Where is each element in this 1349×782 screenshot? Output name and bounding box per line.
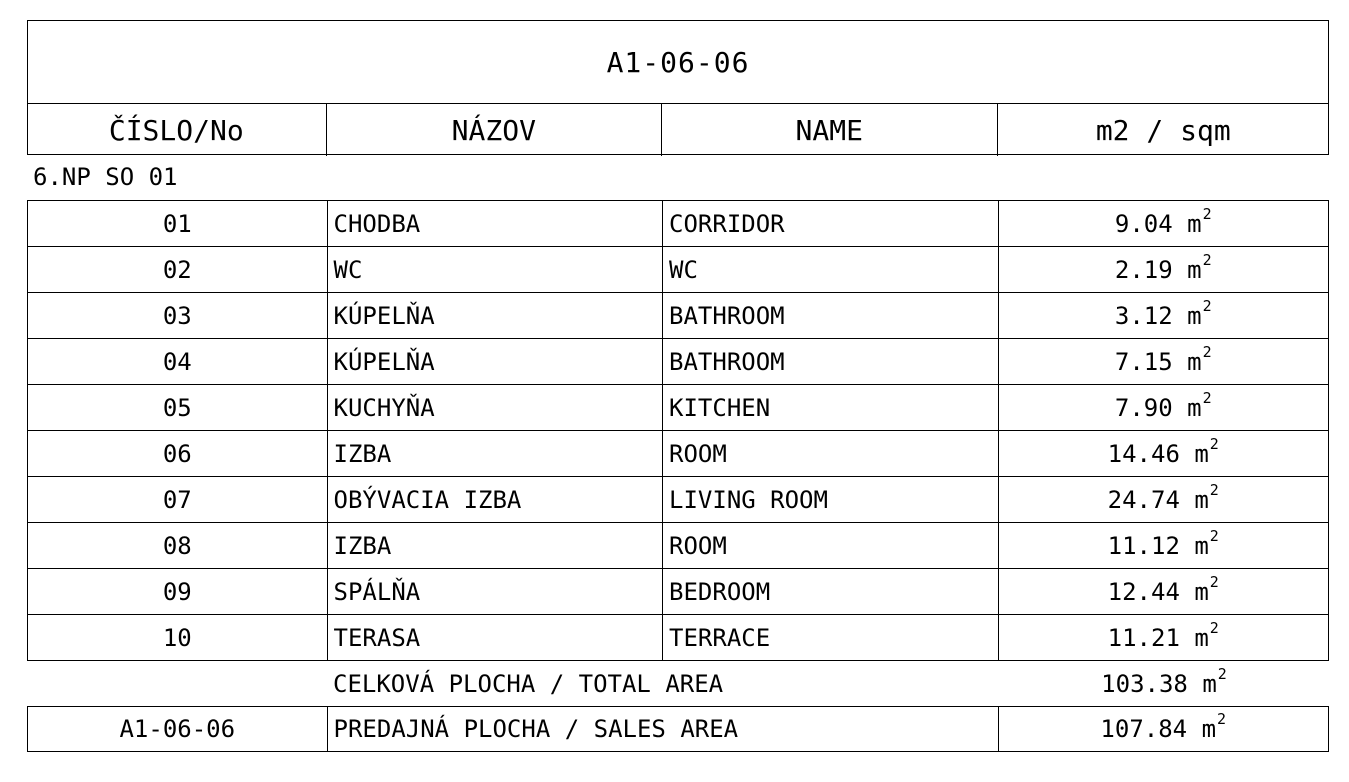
room-name-en: BEDROOM <box>663 569 998 614</box>
total-area-exp: 2 <box>1217 665 1227 683</box>
total-spacer <box>27 662 327 706</box>
room-name-sk: KÚPELŇA <box>328 293 663 338</box>
header-area: m2 / sqm <box>1095 113 1231 147</box>
room-number: 06 <box>28 431 328 476</box>
room-name-en: ROOM <box>663 523 998 568</box>
room-area-unit: m <box>1194 485 1209 514</box>
room-name-en: CORRIDOR <box>663 201 998 246</box>
section-label: 6.NP SO 01 <box>33 163 178 191</box>
room-area-exp: 2 <box>1202 388 1212 407</box>
room-area-value: 7.15 <box>1114 347 1173 376</box>
room-name-sk: IZBA <box>328 431 663 476</box>
room-area-exp: 2 <box>1209 526 1219 545</box>
room-area-unit: m <box>1194 623 1209 652</box>
room-area-exp: 2 <box>1209 480 1219 499</box>
room-area-unit: m <box>1194 531 1209 560</box>
room-name-sk: SPÁLŇA <box>328 569 663 614</box>
sales-row <box>27 706 1329 752</box>
room-number: 02 <box>28 247 328 292</box>
header-name-sk: NÁZOV <box>327 104 662 156</box>
room-area <box>999 615 1328 660</box>
room-name-sk: TERASA <box>328 615 663 660</box>
room-name-sk: IZBA <box>328 523 663 568</box>
room-area <box>999 385 1328 430</box>
room-area <box>999 201 1328 246</box>
room-name-en: ROOM <box>663 431 998 476</box>
sales-area-exp: 2 <box>1217 710 1227 728</box>
room-area <box>999 247 1328 292</box>
room-area-exp: 2 <box>1202 296 1212 315</box>
room-area-value: 24.74 <box>1107 485 1180 514</box>
sales-label: PREDAJNÁ PLOCHA / SALES AREA <box>328 707 999 751</box>
total-area-unit: m <box>1202 670 1217 698</box>
sales-area <box>999 707 1328 751</box>
room-area-exp: 2 <box>1202 250 1212 269</box>
header-number: ČÍSLO/No <box>27 104 327 156</box>
room-area-exp: 2 <box>1202 342 1212 361</box>
table-row <box>28 385 1328 431</box>
room-area-value: 7.90 <box>1114 393 1173 422</box>
room-area-unit: m <box>1187 393 1202 422</box>
total-area-value: 103.38 <box>1101 670 1188 698</box>
room-area <box>999 523 1328 568</box>
table-row <box>28 569 1328 615</box>
room-area-value: 12.44 <box>1107 577 1180 606</box>
room-area-unit: m <box>1187 255 1202 284</box>
room-number: 09 <box>28 569 328 614</box>
table-row <box>28 339 1328 385</box>
room-name-en: LIVING ROOM <box>663 477 998 522</box>
room-area <box>999 569 1328 614</box>
room-area <box>999 477 1328 522</box>
table-row <box>28 523 1328 569</box>
room-number: 07 <box>28 477 328 522</box>
room-name-en: BATHROOM <box>663 339 998 384</box>
room-name-sk: KUCHYŇA <box>328 385 663 430</box>
room-area <box>999 339 1328 384</box>
room-number: 08 <box>28 523 328 568</box>
room-area-value: 2.19 <box>1114 255 1173 284</box>
sales-area-unit: m <box>1201 715 1217 743</box>
room-name-sk: KÚPELŇA <box>328 339 663 384</box>
room-name-sk: WC <box>328 247 663 292</box>
room-area-exp: 2 <box>1202 204 1212 223</box>
room-area <box>999 431 1328 476</box>
room-number: 01 <box>28 201 328 246</box>
room-area-unit: m <box>1194 439 1209 468</box>
room-area-exp: 2 <box>1209 572 1219 591</box>
sales-unit-id: A1-06-06 <box>28 707 328 751</box>
table-row <box>28 431 1328 477</box>
room-area-unit: m <box>1187 347 1202 376</box>
table-row <box>28 201 1328 247</box>
room-number: 10 <box>28 615 328 660</box>
room-name-en: BATHROOM <box>663 293 998 338</box>
total-label: CELKOVÁ PLOCHA / TOTAL AREA <box>333 670 724 698</box>
room-name-en: WC <box>663 247 998 292</box>
title-block <box>27 20 1329 155</box>
room-area-unit: m <box>1187 301 1202 330</box>
room-area-value: 9.04 <box>1114 209 1173 238</box>
room-number: 03 <box>28 293 328 338</box>
table-row <box>28 477 1328 523</box>
room-area-value: 11.21 <box>1107 623 1180 652</box>
room-area-unit: m <box>1187 209 1202 238</box>
room-number: 05 <box>28 385 328 430</box>
room-area-value: 11.12 <box>1107 531 1180 560</box>
table-row <box>28 615 1328 660</box>
room-name-sk: OBÝVACIA IZBA <box>328 477 663 522</box>
total-area <box>999 662 1329 706</box>
room-number: 04 <box>28 339 328 384</box>
room-name-en: TERRACE <box>663 615 998 660</box>
room-area-unit: m <box>1194 577 1209 606</box>
rooms-table <box>27 200 1329 661</box>
room-area-value: 14.46 <box>1107 439 1180 468</box>
header-name-en: NAME <box>662 104 997 156</box>
total-row <box>27 662 1329 706</box>
table-row <box>28 247 1328 293</box>
room-area-exp: 2 <box>1209 618 1219 637</box>
room-name-en: KITCHEN <box>663 385 998 430</box>
room-area-value: 3.12 <box>1114 301 1173 330</box>
sales-area-value: 107.84 <box>1100 715 1188 743</box>
table-row <box>28 293 1328 339</box>
room-name-sk: CHODBA <box>328 201 663 246</box>
room-area <box>999 293 1328 338</box>
room-area-exp: 2 <box>1209 434 1219 453</box>
header-row <box>27 103 1329 157</box>
apartment-title: A1-06-06 <box>606 46 750 79</box>
